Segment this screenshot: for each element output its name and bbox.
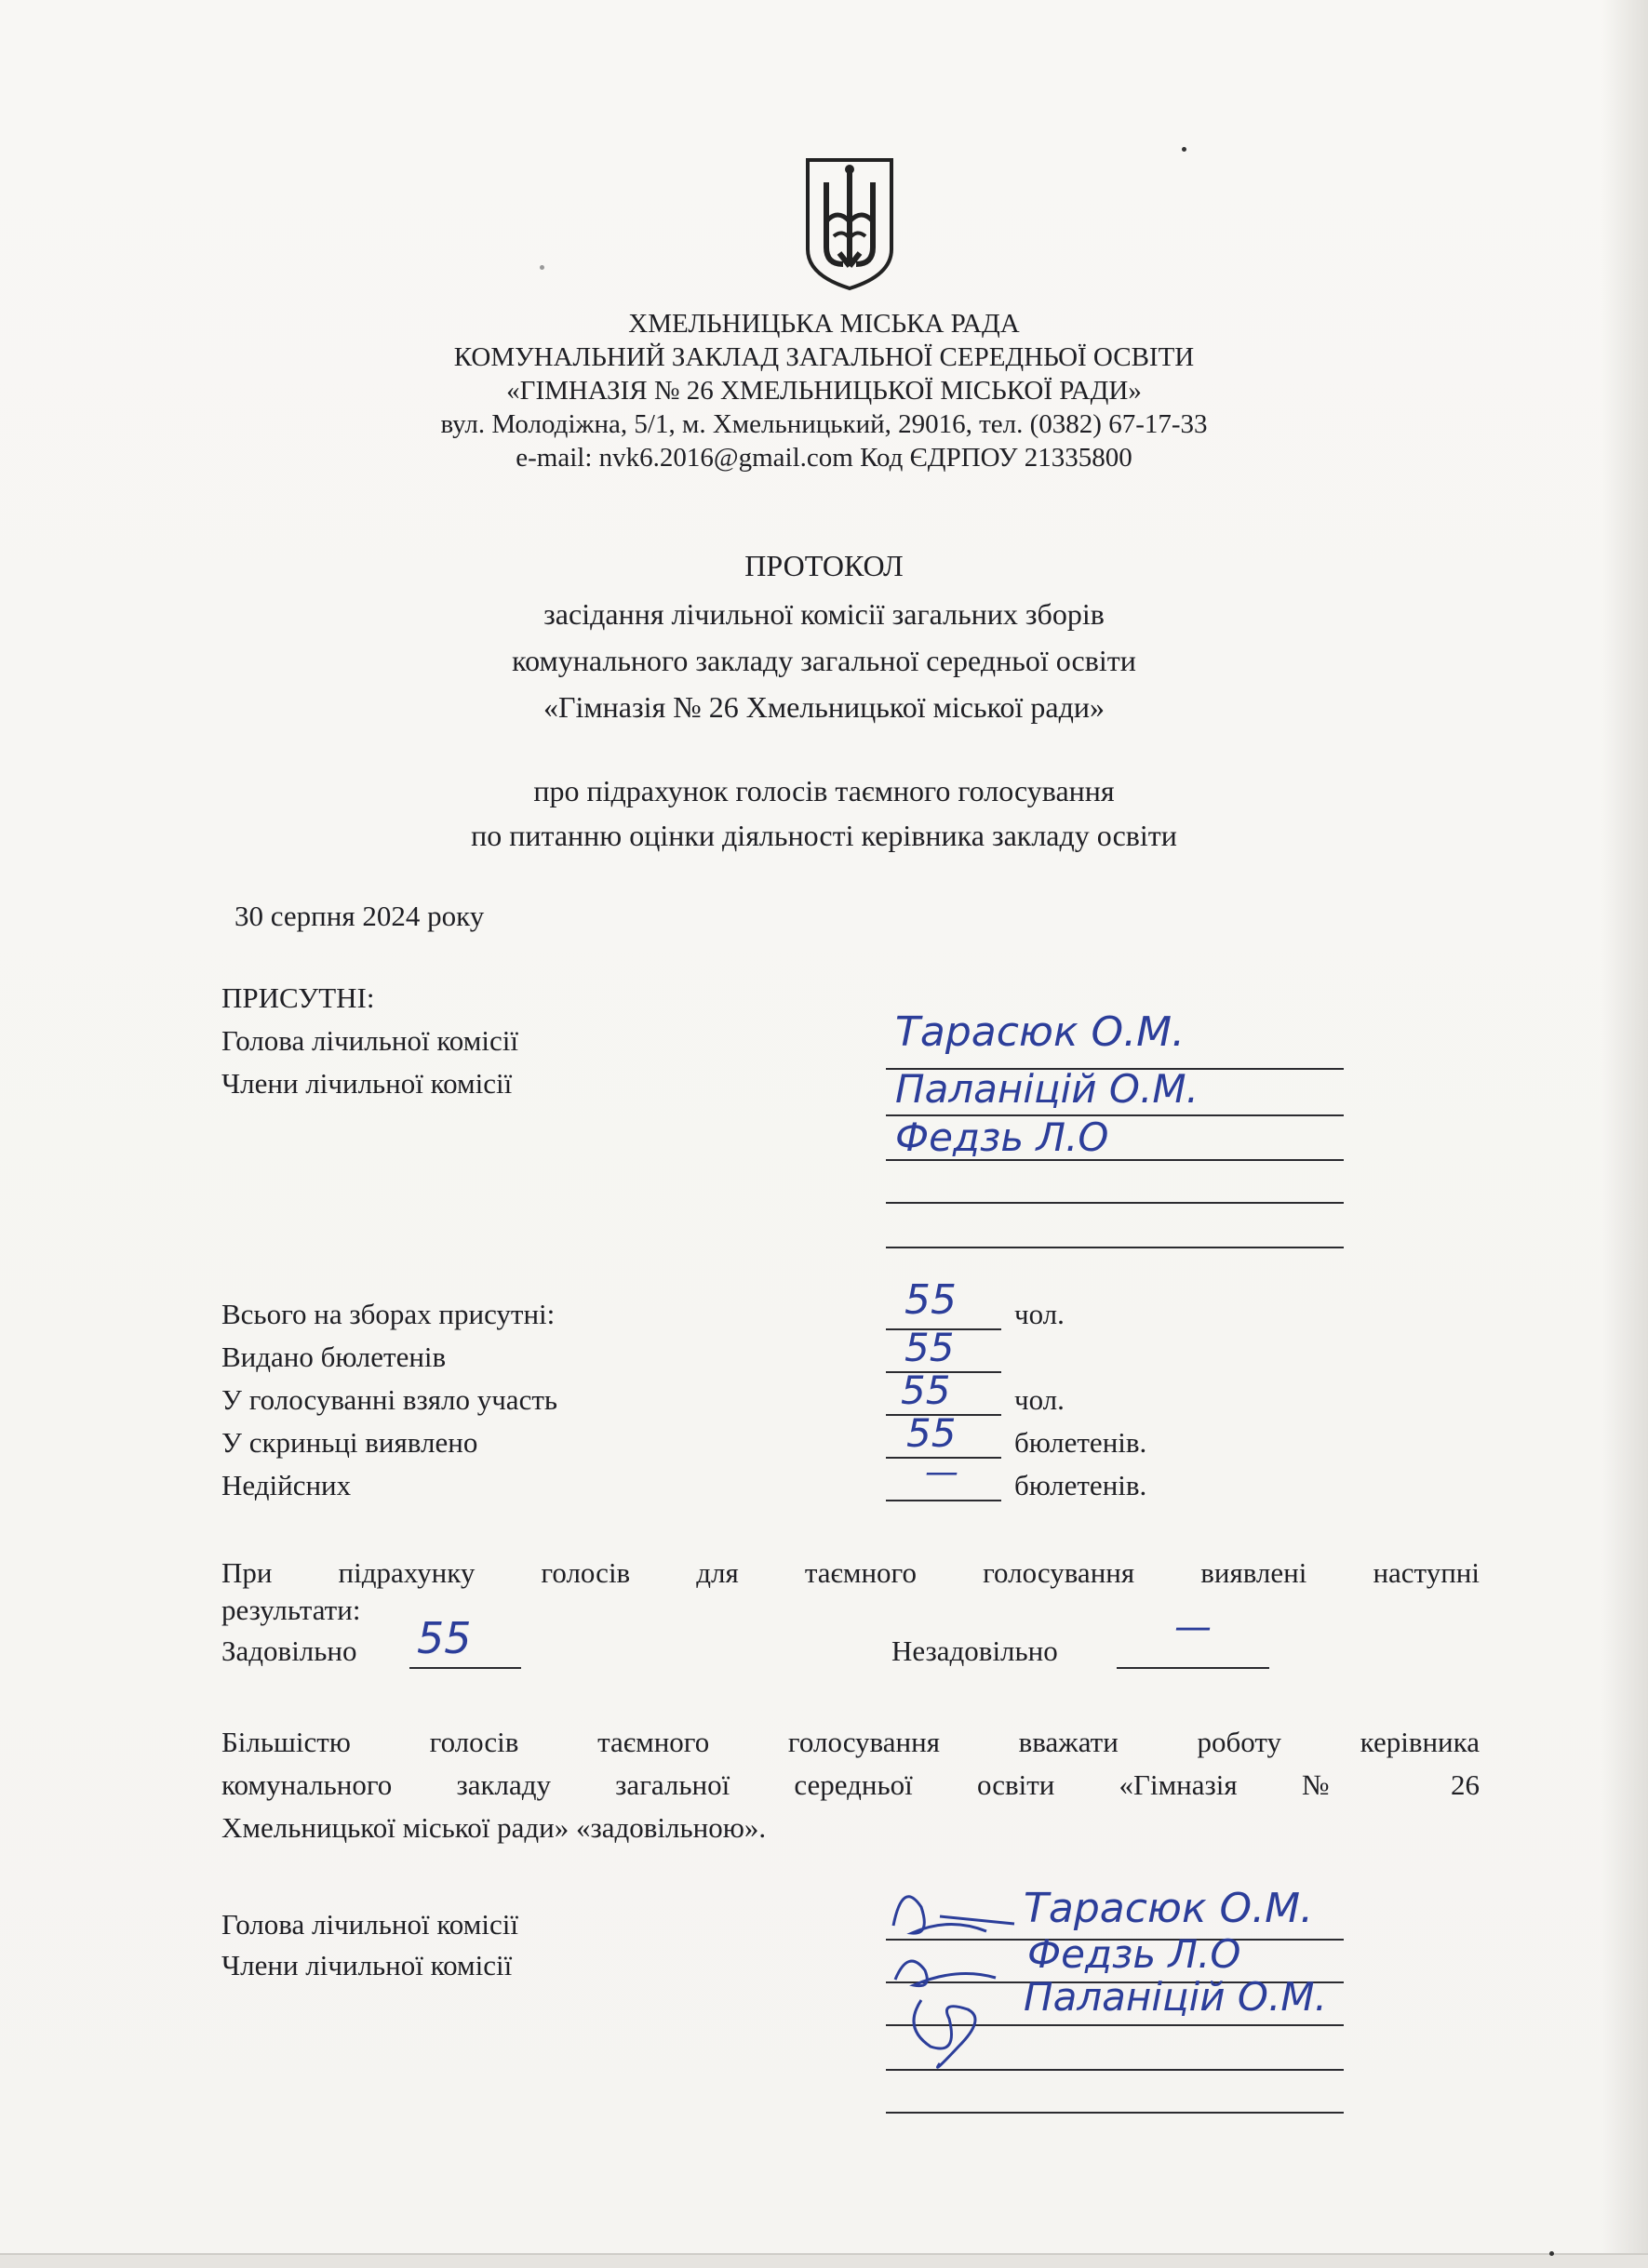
issued-value: 55 (904, 1325, 955, 1370)
conclusion-line-2: комунального закладу загальної середньої освіти «Гімназія № 26 (221, 1768, 1480, 1801)
invalid-value: — (925, 1453, 958, 1491)
total-unit: чол. (1014, 1298, 1065, 1330)
total-value: 55 (904, 1276, 957, 1324)
title-line-3: «Гімназія № 26 Хмельницької міської ради» (543, 690, 1105, 724)
address-line: вул. Молодіжна, 5/1, м. Хмельницький, 29016, тел. (0382) 67-17-33 (440, 409, 1208, 439)
unsatisfactory-value: — (1174, 1606, 1212, 1648)
conclusion-line-3: Хмельницької міської ради» «задовільною». (221, 1811, 767, 1844)
sign-members-label: Члени лічильної комісії (221, 1949, 513, 1981)
member2-line (886, 1159, 1344, 1161)
sign-chair-name: Тарасюк О.М. (1024, 1885, 1314, 1932)
results-intro-line-1: При підрахунку голосів для таємного голосування виявлені наступні (221, 1556, 1480, 1589)
unsatisfactory-label: Незадовільно (891, 1634, 1058, 1667)
members-label: Члени лічильної комісії (221, 1067, 513, 1100)
blank-line (886, 1202, 1344, 1204)
conclusion-line-1: Більшістю голосів таємного голосування вважати роботу керівника (221, 1726, 1480, 1758)
present-heading: ПРИСУТНІ: (221, 981, 375, 1014)
scan-speck (1549, 2251, 1554, 2256)
council-name: ХМЕЛЬНИЦЬКА МІСЬКА РАДА (628, 309, 1020, 339)
voted-label: У голосуванні взяло участь (221, 1383, 558, 1416)
box-label: У скриньці виявлено (221, 1426, 478, 1459)
title-line-2: комунального закладу загальної середньої освіти (512, 644, 1136, 677)
protocol-date: 30 серпня 2024 року (234, 900, 485, 932)
protocol-heading: ПРОТОКОЛ (744, 549, 904, 582)
coat-of-arms-icon (802, 156, 897, 292)
member1-name-handwritten: Паланіцій О.М. (895, 1066, 1199, 1112)
box-value: 55 (906, 1410, 957, 1456)
sign-member2-name: Паланіцій О.М. (1024, 1974, 1327, 2020)
satisfactory-line (409, 1667, 521, 1669)
scan-edge-bottom (0, 2253, 1648, 2268)
sign-member1-name: Федзь Л.О (1027, 1931, 1241, 1977)
voted-unit: чол. (1014, 1383, 1065, 1416)
unsatisfactory-line (1117, 1667, 1269, 1669)
institution-line-1: КОМУНАЛЬНИЙ ЗАКЛАД ЗАГАЛЬНОЇ СЕРЕДНЬОЇ ОСВІТИ (453, 342, 1195, 372)
scan-speck (540, 265, 544, 270)
invalid-label: Недійсних (221, 1469, 352, 1501)
chair-name-handwritten: Тарасюк О.М. (895, 1008, 1186, 1056)
results-intro-line-2: результати: (221, 1594, 361, 1626)
scan-speck (1182, 147, 1186, 152)
invalid-unit: бюлетенів. (1014, 1469, 1147, 1501)
satisfactory-label: Задовільно (221, 1634, 357, 1667)
invalid-line (886, 1500, 1001, 1501)
total-label: Всього на зборах присутні: (221, 1298, 556, 1330)
blank-line (886, 1247, 1344, 1248)
chair-label: Голова лічильної комісії (221, 1024, 518, 1057)
title-line-1: засідання лічильної комісії загальних зборів (543, 597, 1105, 631)
institution-line-2: «ГІМНАЗІЯ № 26 ХМЕЛЬНИЦЬКОЇ МІСЬКОЇ РАДИ» (506, 376, 1142, 406)
box-unit: бюлетенів. (1014, 1426, 1147, 1459)
satisfactory-value: 55 (417, 1613, 472, 1663)
blank-line (886, 2112, 1344, 2114)
subject-line-2: по питанню оцінки діяльності керівника закладу освіти (471, 819, 1177, 852)
signature-scribbles (884, 1870, 1024, 2084)
sign-chair-label: Голова лічильної комісії (221, 1908, 518, 1941)
subject-line-1: про підрахунок голосів таємного голосування (533, 774, 1115, 807)
issued-label: Видано бюлетенів (221, 1341, 447, 1373)
member2-name-handwritten: Федзь Л.О (895, 1114, 1109, 1160)
voted-value: 55 (901, 1367, 951, 1413)
contacts-line: e-mail: nvk6.2016@gmail.com Код ЄДРПОУ 21335800 (516, 443, 1132, 473)
